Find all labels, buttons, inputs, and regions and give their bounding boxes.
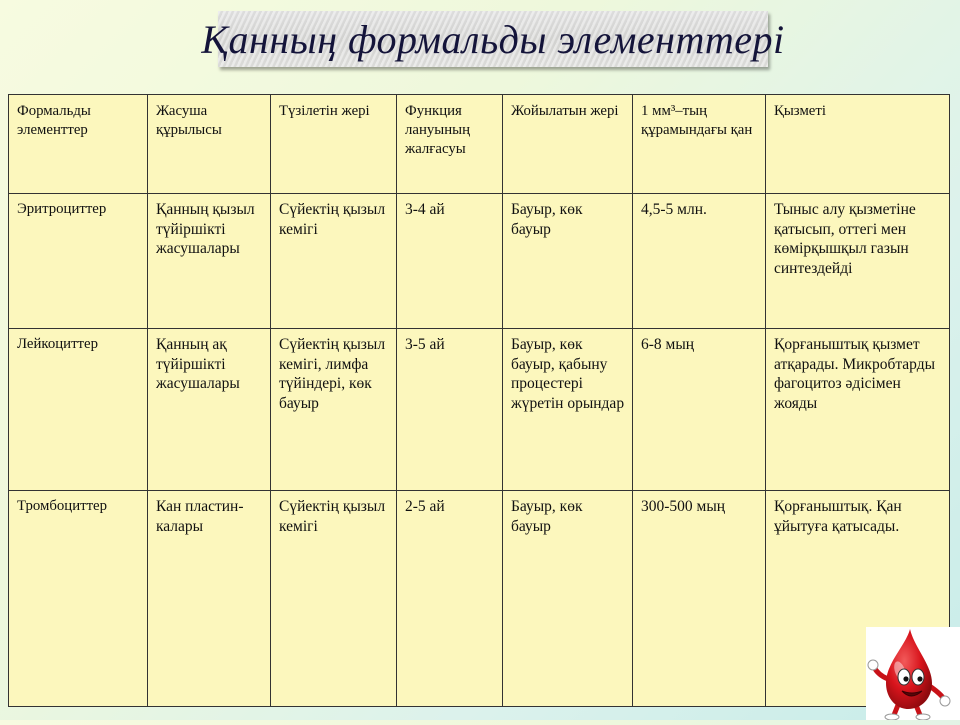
destroyed-cell: Бауыр, көк бауыр: [503, 491, 633, 707]
element-name-cell: Тромбоциттер: [9, 491, 148, 707]
structure-cell: Қанның ақ түйіршікті жасушалары: [148, 329, 271, 491]
function-cell: Қорғаныштық. Қан ұйытуға қатысады.: [766, 491, 950, 707]
structure-cell: Қанның қызыл түйіршікті жасушалары: [148, 194, 271, 329]
structure-cell: Кан пластин-калары: [148, 491, 271, 707]
function-cell: Тыныс алу қызметіне қатысып, оттегі мен көмірқышқыл газын синтездейді: [766, 194, 950, 329]
element-name-cell: Эритроциттер: [9, 194, 148, 329]
count-cell: 4,5-5 млн.: [633, 194, 766, 329]
origin-cell: Сүйектің қызыл кемігі: [271, 491, 397, 707]
header-cell: Функция лануының жалғасуы: [397, 95, 503, 194]
title-banner: [201, 11, 785, 67]
header-cell: Түзілетін жері: [271, 95, 397, 194]
table-row: [9, 329, 950, 491]
duration-cell: 2-5 ай: [397, 491, 503, 707]
origin-cell: Сүйектің қызыл кемігі: [271, 194, 397, 329]
duration-cell: 3-4 ай: [397, 194, 503, 329]
blood-drop-mascot: [866, 627, 960, 720]
blood-elements-table: [8, 94, 950, 707]
table-row: [9, 194, 950, 329]
element-name-cell: Лейкоциттер: [9, 329, 148, 491]
blood-drop-mascot-icon: [866, 627, 960, 720]
header-cell: 1 мм³–тың құрамындағы қан: [633, 95, 766, 194]
origin-cell: Сүйектің қызыл кемігі, лимфа түйіндері, көк бауыр: [271, 329, 397, 491]
count-cell: 6-8 мың: [633, 329, 766, 491]
count-cell: 300-500 мың: [633, 491, 766, 707]
table-row: [9, 491, 950, 707]
destroyed-cell: Бауыр, көк бауыр: [503, 194, 633, 329]
destroyed-cell: Бауыр, көк бауыр, қабыну процестері жүретін орындар: [503, 329, 633, 491]
function-cell: Қорғаныштық қызмет атқарады. Микробтарды фагоцитоз әдісімен жояды: [766, 329, 950, 491]
duration-cell: 3-5 ай: [397, 329, 503, 491]
header-cell: Қызметі: [766, 95, 950, 194]
header-cell: Жойылатын жері: [503, 95, 633, 194]
slide-title: Қанның формальды элементтері: [201, 16, 785, 62]
header-cell: Формальды элементтер: [9, 95, 148, 194]
header-cell: Жасуша құрылысы: [148, 95, 271, 194]
table-header-row: [9, 95, 950, 194]
